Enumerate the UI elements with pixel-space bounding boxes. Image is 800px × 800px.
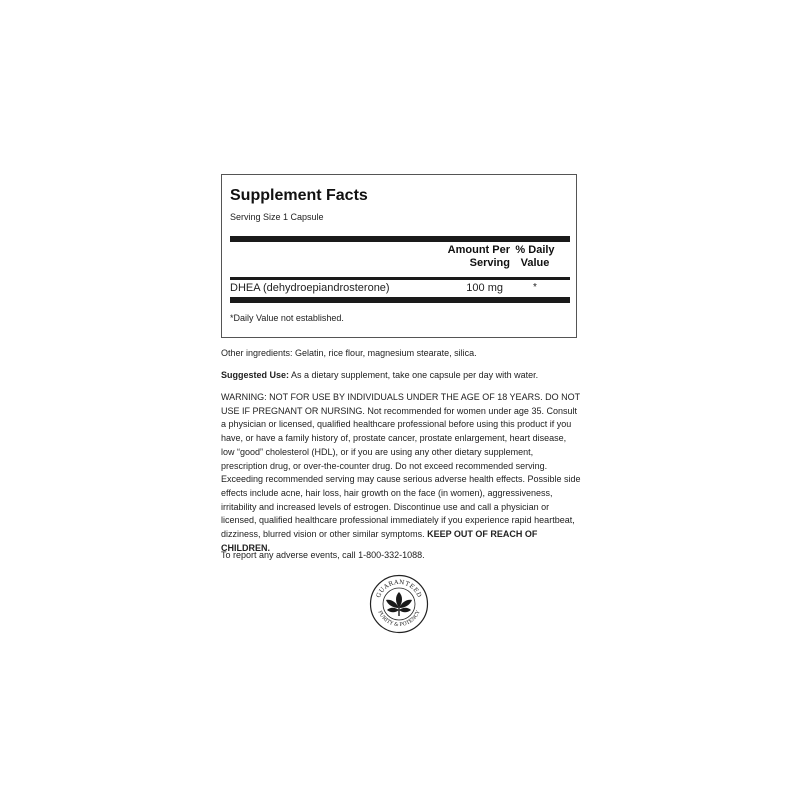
warning-keep-out: KEEP OUT OF REACH OF CHILDREN.	[221, 529, 538, 553]
seal-text-bottom: PURITY & POTENCY	[376, 609, 422, 629]
warning-text	[221, 391, 581, 555]
suggested-use-label: Suggested Use:	[221, 370, 290, 380]
warning-body: WARNING: NOT FOR USE BY INDIVIDUALS UNDER THE AGE OF 18 YEARS. DO NOT USE IF PREGNANT OR NURSING. Not recommended for women under age 35. Consult a physician or licensed, qualified healthcare professional before using this product if you have, or have a family history of, prostate cancer, prostate enlargement, heart disease, low “good” cholesterol (HDL), or if you are using any other dietary supplement, prescription drug, or over-the-counter drug. Do not exceed recommended serving. Exceeding recommended serving may cause serious adverse health effects. Possible side effects include acne, hair loss, hair growth on the face (in women), aggressiveness, irritability and increased levels of estrogen. Discontinue use and call a physician or licensed, qualified healthcare professional immediately if you experience rapid heartbeat, dizziness, blurred vision or other similar symptoms.	[221, 392, 581, 540]
column-header-daily-value	[505, 244, 565, 270]
column-header-dv-line2: Value	[520, 257, 550, 269]
facts-title: Supplement Facts	[230, 187, 368, 204]
column-header-dv-line1: % Daily	[515, 244, 555, 256]
daily-value-footnote: *Daily Value not established.	[230, 313, 344, 323]
leaf-seal-icon	[369, 574, 429, 634]
column-header-amount-line2: Serving	[469, 257, 510, 269]
ingredient-amount: 100 mg	[466, 282, 503, 294]
seal-text-top: GUARANTEED	[375, 578, 423, 599]
divider-top	[230, 236, 570, 242]
serving-size: Serving Size 1 Capsule	[230, 212, 324, 222]
suggested-use-text: As a dietary supplement, take one capsule per day with water.	[289, 370, 539, 380]
adverse-events-report: To report any adverse events, call 1-800-332-1088.	[221, 550, 425, 560]
ingredient-daily-value: *	[533, 282, 537, 293]
other-ingredients: Other ingredients: Gelatin, rice flour, magnesium stearate, silica.	[221, 348, 477, 358]
supplement-facts-panel	[221, 174, 577, 338]
divider-bottom	[230, 297, 570, 303]
divider-mid	[230, 277, 570, 280]
suggested-use	[221, 369, 581, 383]
column-header-amount	[430, 244, 510, 270]
ingredient-name: DHEA (dehydroepiandrosterone)	[230, 282, 390, 294]
column-header-amount-line1: Amount Per	[447, 244, 510, 256]
